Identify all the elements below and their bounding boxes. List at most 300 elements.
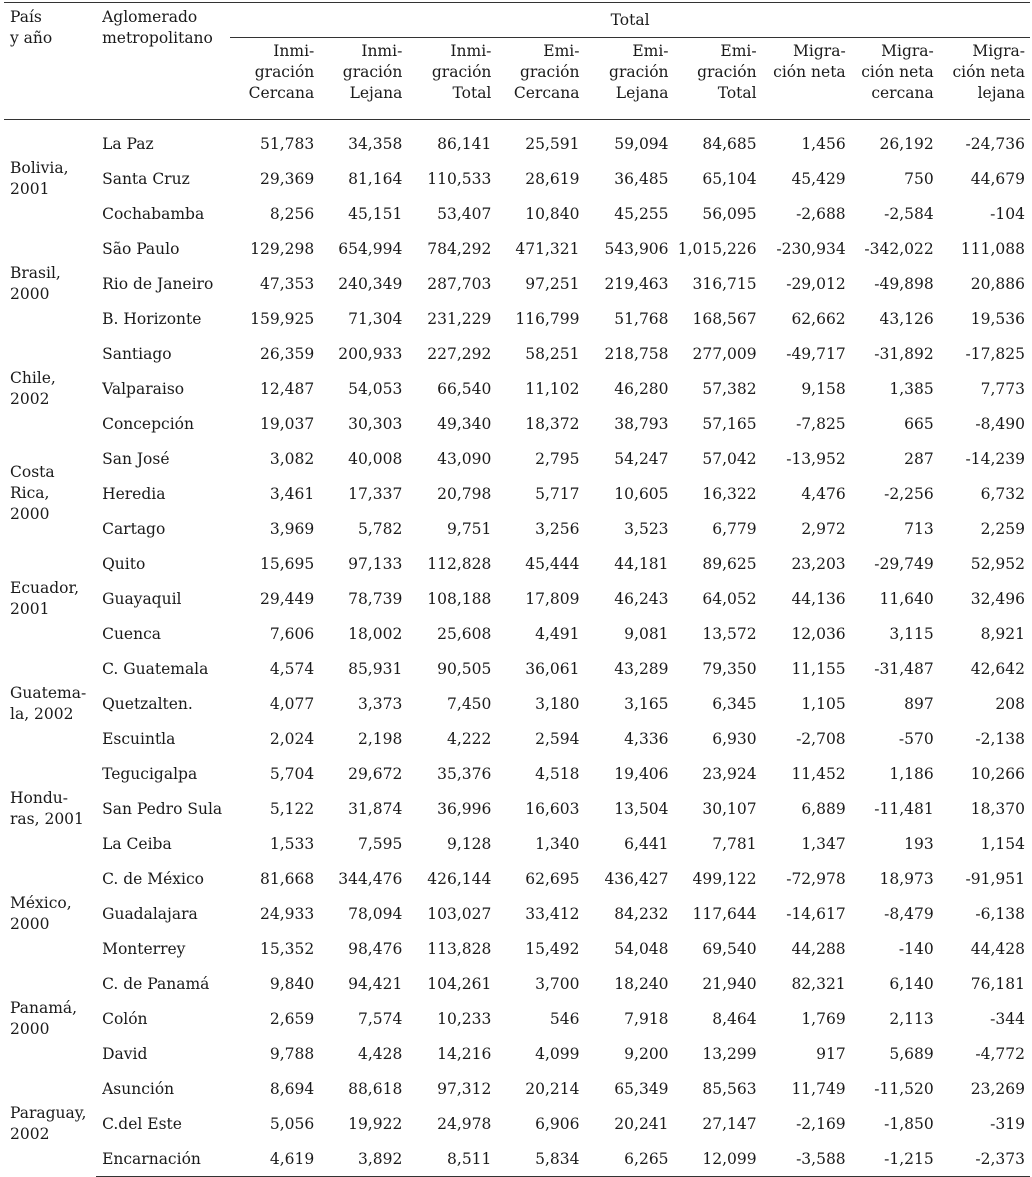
value-cell: 89,625 (702, 554, 757, 573)
value-cell: 20,798 (437, 484, 492, 503)
value-cell: 10,840 (525, 204, 580, 223)
table-row (4, 651, 1030, 686)
value-cell: 44,136 (791, 589, 846, 608)
country-year-cell: Chile, 2002 (10, 368, 56, 408)
value-cell: 11,452 (791, 764, 846, 783)
value-cell: -17,825 (965, 344, 1025, 363)
value-cell: 5,056 (269, 1114, 315, 1133)
value-cell: 9,751 (447, 519, 492, 538)
value-cell: 25,591 (525, 134, 580, 153)
table-row (4, 120, 1030, 162)
value-cell: 112,828 (427, 554, 492, 573)
agglomerate-cell: Cartago (102, 519, 166, 538)
value-cell: 56,095 (702, 204, 757, 223)
value-cell: -2,584 (884, 204, 934, 223)
value-cell: 111,088 (960, 239, 1025, 258)
value-cell: 750 (904, 169, 934, 188)
table-row (4, 756, 1030, 791)
value-cell: 287,703 (427, 274, 492, 293)
value-cell: 1,015,226 (677, 239, 757, 258)
value-cell: 4,476 (801, 484, 846, 503)
value-cell: 2,113 (889, 1009, 934, 1028)
agglomerate-cell: Colón (102, 1009, 148, 1028)
value-cell: 13,299 (702, 1044, 757, 1063)
value-cell: -342,022 (864, 239, 934, 258)
value-cell: -3,588 (762, 1141, 851, 1177)
value-cell: 33,412 (525, 904, 580, 923)
value-cell: 159,925 (250, 309, 315, 328)
agglomerate-cell: C.del Este (102, 1114, 182, 1133)
country-year-cell: Brasil, 2000 (10, 263, 61, 303)
value-cell: 6,140 (889, 974, 934, 993)
value-cell: 35,376 (437, 764, 492, 783)
value-cell: 543,906 (604, 239, 669, 258)
value-cell: 81,164 (348, 169, 403, 188)
value-cell: 6,265 (584, 1141, 673, 1177)
value-cell: 36,485 (614, 169, 669, 188)
value-cell: 44,288 (791, 939, 846, 958)
value-cell: 57,042 (702, 449, 757, 468)
agglomerate-cell: Guadalajara (102, 904, 198, 923)
value-cell: 45,444 (525, 554, 580, 573)
value-cell: 4,518 (535, 764, 580, 783)
value-cell: 344,476 (338, 869, 403, 888)
agglomerate-cell: Tegucigalpa (102, 764, 198, 783)
value-cell: 26,359 (260, 344, 315, 363)
value-cell: -11,481 (874, 799, 934, 818)
value-cell: 208 (995, 694, 1025, 713)
value-cell: 24,978 (437, 1114, 492, 1133)
value-cell: 9,788 (269, 1044, 315, 1063)
value-cell: -11,520 (874, 1079, 934, 1098)
value-cell: 49,340 (437, 414, 492, 433)
column-header: Emi- gración Lejana (584, 38, 673, 120)
column-header: Migra- ción neta cercana (851, 38, 939, 120)
value-cell: 287 (904, 449, 934, 468)
value-cell: 97,312 (437, 1079, 492, 1098)
value-cell: 30,303 (348, 414, 403, 433)
value-cell: 231,229 (427, 309, 492, 328)
value-cell: 18,973 (879, 869, 934, 888)
value-cell: 26,192 (879, 134, 934, 153)
value-cell: 18,240 (614, 974, 669, 993)
value-cell: 11,749 (791, 1079, 846, 1098)
value-cell: 84,232 (614, 904, 669, 923)
value-cell: -2,688 (796, 204, 846, 223)
value-cell: 38,793 (614, 414, 669, 433)
table-row (4, 231, 1030, 266)
agglomerate-cell: Monterrey (102, 939, 186, 958)
value-cell: -319 (990, 1114, 1025, 1133)
value-cell: 54,247 (614, 449, 669, 468)
value-cell: 1,347 (801, 834, 846, 853)
value-cell: 54,048 (614, 939, 669, 958)
value-cell: -570 (898, 729, 934, 748)
value-cell: 82,321 (791, 974, 846, 993)
value-cell: 7,606 (269, 624, 315, 643)
value-cell: 7,918 (624, 1009, 669, 1028)
value-cell: 665 (904, 414, 934, 433)
agglomerate-cell: Quetzalten. (102, 694, 193, 713)
agglomerate-cell: Encarnación (96, 1141, 230, 1177)
value-cell: 9,081 (624, 624, 669, 643)
value-cell: 897 (904, 694, 934, 713)
value-cell: 654,994 (338, 239, 403, 258)
table-row (4, 301, 1030, 336)
value-cell: 57,165 (702, 414, 757, 433)
country-year-cell: Bolivia, 2001 (10, 158, 69, 198)
value-cell: 3,969 (269, 519, 315, 538)
value-cell: 4,336 (624, 729, 669, 748)
table-row (4, 1001, 1030, 1036)
country-year-cell: Ecuador, 2001 (10, 578, 80, 618)
value-cell: 5,122 (269, 799, 315, 818)
value-cell: -8,490 (975, 414, 1025, 433)
table-row (4, 1036, 1030, 1071)
table-row (4, 616, 1030, 651)
country-year-cell: Paraguay, 2002 (10, 1103, 87, 1143)
value-cell: 45,429 (791, 169, 846, 188)
value-cell: 17,337 (348, 484, 403, 503)
value-cell: 1,186 (889, 764, 934, 783)
value-cell: 23,203 (791, 554, 846, 573)
value-cell: 29,449 (260, 589, 315, 608)
value-cell: 1,105 (801, 694, 846, 713)
value-cell: 108,188 (427, 589, 492, 608)
value-cell: 2,198 (357, 729, 403, 748)
value-cell: 129,298 (250, 239, 315, 258)
table-row (4, 336, 1030, 371)
value-cell: -49,898 (874, 274, 934, 293)
value-cell: 1,533 (269, 834, 315, 853)
value-cell: 51,768 (614, 309, 669, 328)
agglomerate-cell: La Paz (102, 134, 154, 153)
value-cell: 66,540 (437, 379, 492, 398)
value-cell: 45,255 (614, 204, 669, 223)
value-cell: 15,492 (525, 939, 580, 958)
value-cell: 85,563 (702, 1079, 757, 1098)
table-row (4, 1141, 1030, 1177)
value-cell: -104 (990, 204, 1025, 223)
value-cell: 13,572 (702, 624, 757, 643)
value-cell: 78,739 (348, 589, 403, 608)
value-cell: -13,952 (786, 449, 846, 468)
value-cell: 88,618 (348, 1079, 403, 1098)
value-cell: 43,126 (879, 309, 934, 328)
table-body (4, 120, 1030, 1177)
table-row (4, 511, 1030, 546)
agglomerate-cell: San Pedro Sula (102, 799, 223, 818)
value-cell: 436,427 (604, 869, 669, 888)
value-cell: 4,222 (447, 729, 492, 748)
value-cell: 5,689 (889, 1044, 934, 1063)
value-cell: 71,304 (348, 309, 403, 328)
value-cell: 9,840 (269, 974, 315, 993)
value-cell: 784,292 (427, 239, 492, 258)
country-year-cell: Hondu- ras, 2001 (10, 788, 84, 828)
value-cell: 17,809 (525, 589, 580, 608)
agglomerate-cell: Asunción (102, 1079, 175, 1098)
value-cell: 36,996 (437, 799, 492, 818)
agglomerate-cell: Guayaquil (102, 589, 182, 608)
value-cell: -14,617 (786, 904, 846, 923)
table-row (4, 791, 1030, 826)
value-cell: 1,385 (889, 379, 934, 398)
value-cell: 12,099 (674, 1141, 762, 1177)
column-header: Inmi- gración Lejana (319, 38, 407, 120)
value-cell: 47,353 (260, 274, 315, 293)
value-cell: 65,349 (614, 1079, 669, 1098)
value-cell: 219,463 (604, 274, 669, 293)
value-cell: 116,799 (515, 309, 580, 328)
value-cell: -31,892 (874, 344, 934, 363)
country-year-cell: Guatema- la, 2002 (10, 683, 87, 723)
table-row (4, 686, 1030, 721)
value-cell: 16,603 (525, 799, 580, 818)
table-row (4, 1071, 1030, 1106)
value-cell: 3,700 (535, 974, 580, 993)
value-cell: 277,009 (692, 344, 757, 363)
value-cell: 64,052 (702, 589, 757, 608)
value-cell: 28,619 (525, 169, 580, 188)
value-cell: 3,082 (269, 449, 315, 468)
column-header: Migra- ción neta lejana (939, 38, 1030, 120)
value-cell: 62,662 (791, 309, 846, 328)
value-cell: -49,717 (786, 344, 846, 363)
table-row (4, 931, 1030, 966)
value-cell: 917 (816, 1044, 846, 1063)
value-cell: 10,233 (437, 1009, 492, 1028)
value-cell: 90,505 (437, 659, 492, 678)
value-cell: 40,008 (348, 449, 403, 468)
value-cell: -14,239 (965, 449, 1025, 468)
value-cell: 10,266 (970, 764, 1025, 783)
value-cell: 4,077 (269, 694, 315, 713)
value-cell: 58,251 (525, 344, 580, 363)
value-cell: -344 (990, 1009, 1025, 1028)
agglomerate-cell: C. Guatemala (102, 659, 209, 678)
table-header (4, 3, 1030, 120)
value-cell: 8,511 (407, 1141, 496, 1177)
agglomerate-cell: Cochabamba (102, 204, 205, 223)
value-cell: 51,783 (260, 134, 315, 153)
value-cell: 240,349 (338, 274, 403, 293)
value-cell: 9,128 (447, 834, 492, 853)
value-cell: 42,642 (970, 659, 1025, 678)
table-row (4, 406, 1030, 441)
value-cell: 11,155 (791, 659, 846, 678)
agglomerate-cell: Santa Cruz (102, 169, 190, 188)
value-cell: 426,144 (427, 869, 492, 888)
value-cell: -91,951 (965, 869, 1025, 888)
value-cell: 29,369 (260, 169, 315, 188)
column-header: Inmi- gración Total (407, 38, 496, 120)
agglomerate-cell: Heredia (102, 484, 166, 503)
value-cell: 3,892 (319, 1141, 407, 1177)
value-cell: 2,594 (535, 729, 580, 748)
value-cell: -1,850 (884, 1114, 934, 1133)
value-cell: 94,421 (348, 974, 403, 993)
table-row (4, 721, 1030, 756)
value-cell: 85,931 (348, 659, 403, 678)
value-cell: 97,133 (348, 554, 403, 573)
value-cell: 97,251 (525, 274, 580, 293)
value-cell: 13,504 (614, 799, 669, 818)
value-cell: -2,373 (939, 1141, 1030, 1177)
agglomerate-cell: B. Horizonte (102, 309, 202, 328)
table-row (4, 476, 1030, 511)
value-cell: 32,496 (970, 589, 1025, 608)
value-cell: 24,933 (260, 904, 315, 923)
value-cell: 79,350 (702, 659, 757, 678)
value-cell: 5,782 (357, 519, 403, 538)
value-cell: 23,924 (702, 764, 757, 783)
value-cell: 98,476 (348, 939, 403, 958)
value-cell: 4,574 (269, 659, 315, 678)
migration-table (4, 2, 1030, 1177)
value-cell: 5,717 (535, 484, 580, 503)
value-cell: 30,107 (702, 799, 757, 818)
country-year-cell: Costa Rica, 2000 (10, 463, 55, 523)
value-cell: 227,292 (427, 344, 492, 363)
value-cell: 11,640 (879, 589, 934, 608)
value-cell: 19,922 (348, 1114, 403, 1133)
value-cell: 3,180 (535, 694, 580, 713)
value-cell: 168,567 (692, 309, 757, 328)
header-row-group (4, 3, 1030, 38)
value-cell: 713 (904, 519, 934, 538)
agglomerate-cell: Valparaiso (102, 379, 185, 398)
table-row (4, 266, 1030, 301)
value-cell: 3,373 (357, 694, 403, 713)
value-cell: 2,024 (269, 729, 315, 748)
table-row (4, 441, 1030, 476)
value-cell: 200,933 (338, 344, 403, 363)
value-cell: 3,523 (624, 519, 669, 538)
value-cell: -2,169 (796, 1114, 846, 1133)
agglomerate-cell: Rio de Janeiro (102, 274, 214, 293)
value-cell: 3,256 (535, 519, 580, 538)
value-cell: 8,256 (269, 204, 315, 223)
value-cell: 18,370 (970, 799, 1025, 818)
column-header: Emi- gración Total (674, 38, 762, 120)
table-row (4, 546, 1030, 581)
value-cell: 19,037 (260, 414, 315, 433)
value-cell: -29,749 (874, 554, 934, 573)
table-row (4, 581, 1030, 616)
country-year-cell: Panamá, 2000 (10, 998, 78, 1038)
value-cell: 546 (549, 1009, 580, 1028)
agglomerate-cell: La Ceiba (102, 834, 172, 853)
value-cell: 4,491 (535, 624, 580, 643)
table-row (4, 196, 1030, 231)
value-cell: 9,158 (801, 379, 846, 398)
table-row (4, 861, 1030, 896)
value-cell: 69,540 (702, 939, 757, 958)
value-cell: 44,679 (970, 169, 1025, 188)
table-row (4, 161, 1030, 196)
value-cell: 8,694 (269, 1079, 315, 1098)
value-cell: 7,574 (357, 1009, 403, 1028)
value-cell: 1,456 (801, 134, 846, 153)
value-cell: 2,972 (801, 519, 846, 538)
value-cell: 65,104 (702, 169, 757, 188)
value-cell: 10,605 (614, 484, 669, 503)
value-cell: 6,441 (624, 834, 669, 853)
value-cell: -29,012 (786, 274, 846, 293)
value-cell: 15,352 (260, 939, 315, 958)
value-cell: 110,533 (427, 169, 492, 188)
value-cell: 19,536 (970, 309, 1025, 328)
value-cell: 3,461 (269, 484, 315, 503)
value-cell: -7,825 (796, 414, 846, 433)
value-cell: 6,345 (712, 694, 757, 713)
value-cell: 23,269 (970, 1079, 1025, 1098)
agglomerate-cell: David (102, 1044, 148, 1063)
value-cell: 6,930 (712, 729, 757, 748)
value-cell: 27,147 (702, 1114, 757, 1133)
value-cell: 6,732 (980, 484, 1025, 503)
column-header: Emi- gración Cercana (496, 38, 584, 120)
value-cell: 20,241 (614, 1114, 669, 1133)
agglomerate-cell: C. de México (102, 869, 205, 888)
agglomerate-cell: Quito (102, 554, 146, 573)
value-cell: 2,659 (269, 1009, 315, 1028)
value-cell: 1,769 (801, 1009, 846, 1028)
value-cell: 193 (904, 834, 934, 853)
value-cell: 1,154 (980, 834, 1025, 853)
value-cell: 4,099 (535, 1044, 580, 1063)
value-cell: 76,181 (970, 974, 1025, 993)
value-cell: 1,340 (535, 834, 580, 853)
country-year-cell: México, 2000 (10, 893, 72, 933)
table-row (4, 1106, 1030, 1141)
value-cell: 12,036 (791, 624, 846, 643)
value-cell: 81,668 (260, 869, 315, 888)
table-row (4, 826, 1030, 861)
value-cell: 14,216 (437, 1044, 492, 1063)
value-cell: 7,595 (357, 834, 403, 853)
value-cell: 46,243 (614, 589, 669, 608)
column-header: Inmi- gración Cercana (230, 38, 319, 120)
value-cell: 20,214 (525, 1079, 580, 1098)
agglomerate-cell: São Paulo (102, 239, 180, 258)
value-cell: -31,487 (874, 659, 934, 678)
value-cell: 6,779 (712, 519, 757, 538)
agglomerate-cell: Cuenca (102, 624, 161, 643)
value-cell: 59,094 (614, 134, 669, 153)
value-cell: 52,952 (970, 554, 1025, 573)
value-cell: 53,407 (437, 204, 492, 223)
value-cell: 471,321 (515, 239, 580, 258)
value-cell: 57,382 (702, 379, 757, 398)
value-cell: -1,215 (851, 1141, 939, 1177)
value-cell: 7,781 (712, 834, 757, 853)
value-cell: 9,200 (624, 1044, 669, 1063)
value-cell: 6,906 (535, 1114, 580, 1133)
agglomerate-cell: San José (102, 449, 170, 468)
value-cell: 45,151 (348, 204, 403, 223)
value-cell: 86,141 (437, 134, 492, 153)
value-cell: 43,289 (614, 659, 669, 678)
value-cell: 62,695 (525, 869, 580, 888)
value-cell: 5,834 (496, 1141, 584, 1177)
value-cell: 25,608 (437, 624, 492, 643)
value-cell: 18,372 (525, 414, 580, 433)
value-cell: -2,708 (796, 729, 846, 748)
value-cell: -2,256 (884, 484, 934, 503)
value-cell: -72,978 (786, 869, 846, 888)
